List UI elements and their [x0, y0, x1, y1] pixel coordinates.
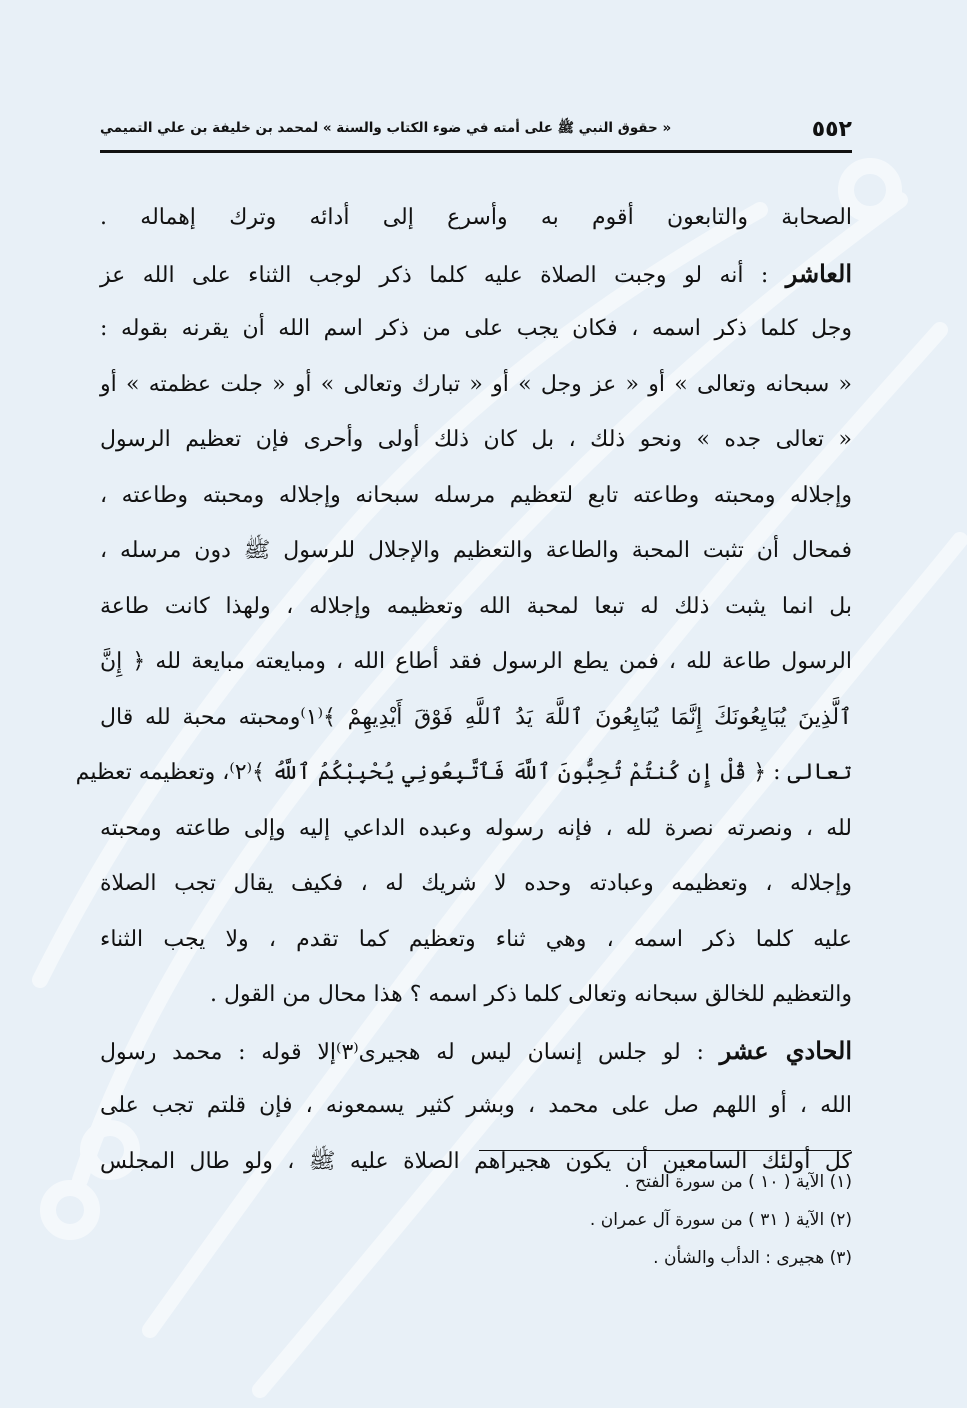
text-line: ٱلَّذِينَ يُبَايِعُونَكَ إِنَّمَا يُبَايِعُونَ ٱللَّهَ يَدُ ٱللَّهِ فَوْقَ أَيْدِيهِمْ ﴾⁽١⁾ومحبته محبة لله قال [100, 704, 852, 730]
text-line: فمحال أن تثبت المحبة والطاعة والتعظيم والإجلال للرسول ﷺ دون مرسله ، [100, 538, 852, 563]
text-line: الرسول طاعة لله ، فمن يطع الرسول فقد أطاع الله ، ومبايعته مبايعة لله ﴿ إِنَّ [100, 649, 852, 674]
footnote-rule [479, 1150, 851, 1151]
footnote: (٣) هجيرى : الدأب والشأن . [653, 1248, 852, 1268]
footnote: (١) الآية ( ١٠ ) من سورة الفتح . [624, 1172, 852, 1192]
text-line: لله ، ونصرته نصرة لله ، فإنه رسوله وعبده الداعي إليه وإلى طاعته ومحبته [100, 815, 852, 841]
footnote: (٢) الآية ( ٣١ ) من سورة آل عمران . [589, 1210, 852, 1230]
text-line: الحادي عشر : لو جلس إنسان ليس له هجيرى⁽٣⁾إلا قوله : محمد رسول [100, 1035, 852, 1065]
running-title: « حقوق النبي ﷺ على أمته في ضوء الكتاب والسنة » لمحمد بن خليفة بن علي التميمي [100, 120, 672, 136]
section-lead: الحادي عشر [719, 1035, 852, 1065]
text-line: وجل كلما ذكر اسمه ، فكان يجب على من ذكر اسم الله أن يقرنه بقوله : [100, 316, 852, 341]
section-lead: العاشر [785, 258, 852, 288]
footnotes [300, 1163, 852, 1277]
text-line: العاشر : أنه لو وجبت الصلاة عليه كلما ذكر لوجب الثناء على الله عز [100, 258, 852, 288]
text-line: « سبحانه وتعالى » أو « عز وجل » أو « تبارك وتعالى » أو « جلت عظمته » أو [100, 371, 852, 397]
text-line: وإجلاله ومحبته وطاعته تابع لتعظيم مرسله سبحانه وإجلاله ومحبته وطاعته ، [100, 482, 852, 508]
text-line: كل أولئك السامعين أن يكون هجيراهم الصلاة عليه ﷺ ، ولو طال المجلس [100, 1148, 852, 1174]
text-line: عليه كلما ذكر اسمه ، وهي ثناء وتعظيم كما تقدم ، ولا يجب الثناء [100, 926, 852, 952]
text-line: « تعالى جده » ونحو ذلك ، بل كان ذلك أولى وأحرى فإن تعظيم الرسول [100, 427, 852, 452]
body-text [75, 190, 852, 1189]
text-line: والتعظيم للخالق سبحانه وتعالى كلما ذكر اسمه ؟ هذا محال من القول . [210, 982, 852, 1007]
page-number: ٥٥٢ [811, 116, 852, 142]
running-header [100, 112, 852, 146]
text-line: بل انما يثبت ذلك له تبعا لمحبة الله وتعظيمه وإجلاله ، ولهذا كانت طاعة [100, 593, 852, 619]
text-line: تعالى : ﴿ قُلْ إِن كُنتُمْ تُحِبُّونَ ٱللَّهَ فَٱتَّبِعُونِي يُحْبِبْكُمُ ٱللَّهُ ﴾⁽٢⁾، وتعظيمه تعظيم [75, 760, 852, 785]
text-line: الله ، أو اللهم صل على محمد ، وبشر كثير يسمعونه ، فإن قلتم تجب على [100, 1093, 852, 1118]
text-line: الصحابة والتابعون أقوم به وأسرع إلى أدائه وترك إهماله . [100, 205, 852, 230]
text-line: وإجلاله ، وتعظيمه وعبادته وحده لا شريك له ، فكيف يقال تجب الصلاة [100, 871, 852, 896]
header-rule [100, 150, 852, 153]
